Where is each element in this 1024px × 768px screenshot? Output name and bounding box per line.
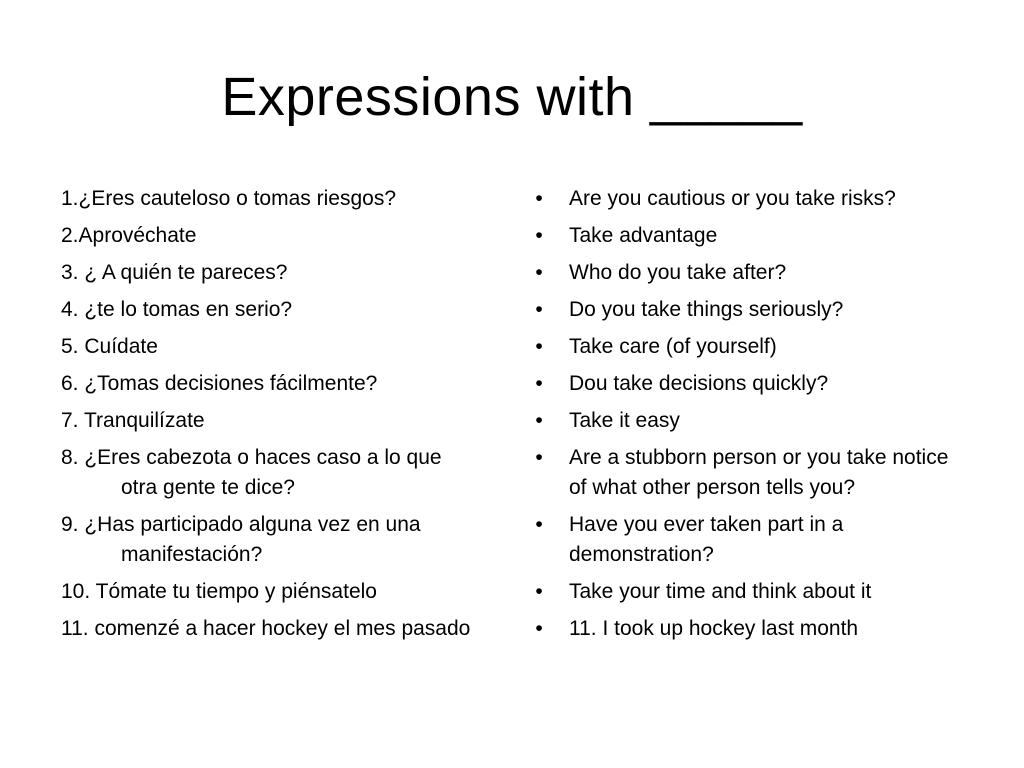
bullet-icon: • <box>535 187 543 210</box>
spanish-item: 2.Aprovéchate <box>61 224 197 247</box>
english-item-text: Take care (of yourself) <box>569 335 777 358</box>
bullet-icon: • <box>535 409 543 432</box>
spanish-item: 3. ¿ A quién te pareces? <box>61 261 288 284</box>
english-item-text: 11. I took up hockey last month <box>569 617 859 640</box>
spanish-expressions-list <box>61 184 481 651</box>
spanish-item: 6. ¿Tomas decisiones fácilmente? <box>61 372 378 395</box>
spanish-item: 11. comenzé a hacer hockey el mes pasado <box>61 617 471 640</box>
english-item-text: Who do you take after? <box>569 261 787 284</box>
bullet-icon: • <box>535 580 543 603</box>
english-item-text: Take it easy <box>569 409 680 432</box>
bullet-icon: • <box>535 446 543 469</box>
english-item-text: Are a stubborn person or you take notice of what other person tells you? <box>569 446 949 499</box>
bullet-icon: • <box>535 513 543 536</box>
spanish-item: 7. Tranquilízate <box>61 409 205 432</box>
spanish-item: 8. ¿Eres cabezota o haces caso a lo que otra gente te dice? <box>61 446 442 499</box>
bullet-icon: • <box>535 617 543 640</box>
english-item-text: Take advantage <box>569 224 718 247</box>
english-item <box>532 614 952 644</box>
english-item-text: Do you take things seriously? <box>569 298 844 321</box>
slide-title: Expressions with _____ <box>221 67 803 127</box>
english-item <box>532 577 952 607</box>
english-item-text: Take your time and think about it <box>569 580 872 603</box>
english-translations-list <box>532 184 952 651</box>
english-item <box>532 443 952 503</box>
english-item <box>532 295 952 325</box>
english-item <box>532 369 952 399</box>
spanish-item: 1.¿Eres cauteloso o tomas riesgos? <box>61 187 396 210</box>
bullet-icon: • <box>535 261 543 284</box>
bullet-icon: • <box>535 298 543 321</box>
english-item <box>532 406 952 436</box>
spanish-item: 4. ¿te lo tomas en serio? <box>61 298 293 321</box>
english-item-text: Dou take decisions quickly? <box>569 372 829 395</box>
english-item <box>532 221 952 251</box>
english-item-text: Are you cautious or you take risks? <box>569 187 896 210</box>
spanish-item: 10. Tómate tu tiempo y piénsatelo <box>61 580 377 603</box>
english-item-text: Have you ever taken part in a demonstration? <box>569 513 844 566</box>
spanish-item: 9. ¿Has participado alguna vez en una manifestación? <box>61 513 421 566</box>
english-item <box>532 184 952 214</box>
spanish-item: 5. Cuídate <box>61 335 158 358</box>
bullet-icon: • <box>535 224 543 247</box>
bullet-icon: • <box>535 372 543 395</box>
english-item <box>532 510 952 570</box>
bullet-icon: • <box>535 335 543 358</box>
english-item <box>532 332 952 362</box>
english-item <box>532 258 952 288</box>
